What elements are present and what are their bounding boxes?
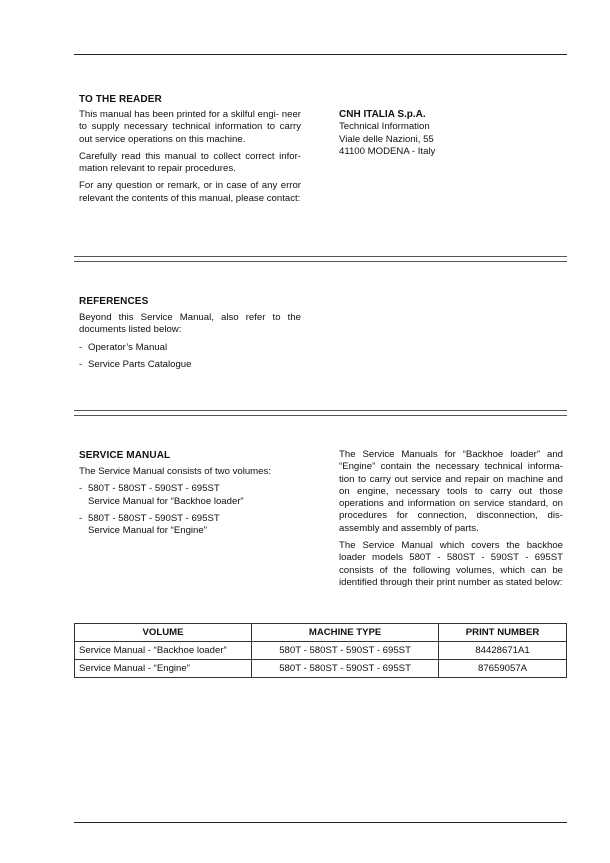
table-cell: 580T - 580ST - 590ST - 695ST (252, 660, 439, 678)
volumes-table (74, 623, 567, 678)
reader-paragraph: For any question or remark, or in case of any error relevant the contents of this manual, please contact: (79, 180, 301, 204)
service-volume-list (79, 483, 301, 537)
company-name: CNH ITALIA S.p.A. (339, 109, 426, 120)
service-left-column (79, 466, 301, 542)
reader-paragraph: Carefully read this manual to collect correct infor- mation relevant to repair procedures. (79, 150, 301, 175)
table-cell: 580T - 580ST - 590ST - 695ST (252, 642, 439, 660)
address-line: Technical Information (339, 121, 430, 133)
section-divider (74, 256, 567, 262)
service-intro: The Service Manual consists of two volumes: (79, 466, 271, 477)
table-cell: Service Manual - “Backhoe loader” (75, 642, 252, 660)
table-header-row (75, 624, 567, 642)
table-cell: 87659057A (439, 660, 567, 678)
references-intro: Beyond this Service Manual, also refer to the documents listed below: (79, 312, 301, 336)
reader-left-column (79, 109, 301, 210)
column-header: MACHINE TYPE (252, 624, 439, 642)
top-rule (74, 54, 567, 55)
service-right-column (339, 449, 563, 594)
service-paragraph: The Service Manuals for “Backhoe loader” and “Engine” contain the necessary technical informa- tion to carry out service and repair on machine and on engine, necessary tools to carry out those operations and information on service standard, on procedures for connection, disconnection, dis- assembly and assembly of parts. (339, 449, 563, 534)
bottom-rule (74, 822, 567, 823)
column-header: VOLUME (75, 624, 252, 642)
table-cell: Service Manual - “Engine” (75, 660, 252, 678)
address-line: Viale delle Nazioni, 55 (339, 133, 434, 145)
table-row (75, 660, 567, 678)
address-line: 41100 MODENA - Italy (339, 145, 436, 157)
table-row (75, 642, 567, 660)
list-item: - Operator’s Manual (79, 341, 168, 353)
reader-right-column (339, 109, 565, 158)
column-header: PRINT NUMBER (439, 624, 567, 642)
service-paragraph: The Service Manual which covers the backhoe loader models 580T - 580ST - 590ST - 695ST consists of the following volumes, which can be identified through their print number as stated below: (339, 540, 563, 588)
list-item: - Service Parts Catalogue (79, 358, 192, 370)
section-divider (74, 410, 567, 416)
list-item: - 580T - 580ST - 590ST - 695ST Service Manual for “Engine” (79, 512, 220, 537)
references-list (79, 342, 301, 372)
service-title: SERVICE MANUAL (79, 450, 171, 461)
references-column (79, 312, 301, 376)
reader-paragraph: This manual has been printed for a skilful engi- neer to supply necessary technical information to carry out service operations on this machine. (79, 109, 301, 145)
references-title: REFERENCES (79, 296, 149, 307)
list-item: - 580T - 580ST - 590ST - 695ST Service Manual for “Backhoe loader” (79, 483, 244, 507)
reader-title: TO THE READER (79, 94, 162, 105)
table-cell: 84428671A1 (439, 642, 567, 660)
